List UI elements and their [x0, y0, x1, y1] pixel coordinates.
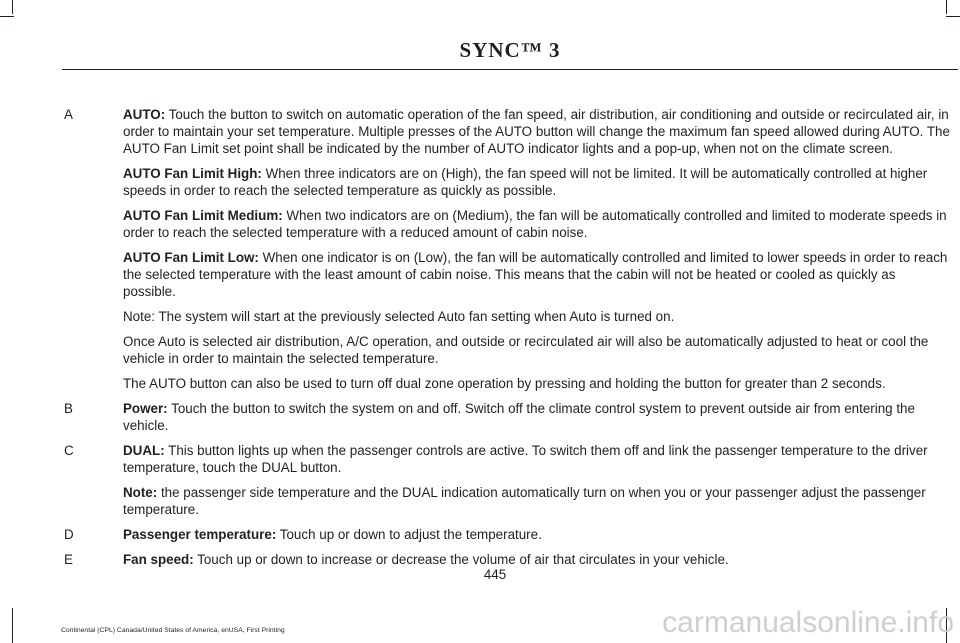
crop-mark: [946, 0, 947, 14]
paragraph-text: When one indicator is on (Low), the fan will be automatically controlled and limited to lower speeds in order to reach the selected temperature with the least amount of cabin noise. This means that the cabin will not be heated or cooled as quickly as possible.: [123, 250, 948, 299]
item-letter: B: [64, 401, 73, 416]
paragraph: [123, 308, 950, 325]
item-letter: A: [64, 107, 73, 122]
list-item-b: [64, 400, 950, 442]
crop-mark: [12, 0, 13, 14]
paragraph-label: Passenger temperature:: [123, 527, 277, 542]
paragraph-text: Note: The system will start at the previously selected Auto fan setting when Auto is turned on.: [123, 309, 675, 324]
paragraph-text: This button lights up when the passenger controls are active. To switch them off and link the passenger temperature to the driver temperature, touch the DUAL button.: [123, 443, 928, 475]
paragraph-text: the passenger side temperature and the DUAL indication automatically turn on when you or your passenger adjust the passenger temperature.: [123, 485, 926, 517]
paragraph-label: AUTO Fan Limit Low:: [123, 250, 259, 265]
item-letter: D: [64, 527, 74, 542]
list-item-d: [64, 526, 950, 551]
item-letter: C: [64, 443, 74, 458]
crop-mark: [946, 16, 960, 17]
paragraph-text: Once Auto is selected air distribution, A/C operation, and outside or recirculated air will also be automatically adjusted to heat or cool the vehicle in order to maintain the selected temperature.: [123, 334, 929, 366]
paragraph-label: DUAL:: [123, 443, 165, 458]
paragraph: [123, 375, 950, 392]
paragraph-label: AUTO Fan Limit High:: [123, 166, 262, 181]
paragraph-label: Note:: [123, 485, 158, 500]
item-letter: E: [64, 552, 73, 567]
item-body: [123, 442, 950, 526]
paragraph-text: Touch the button to switch the system on and off. Switch off the climate control system to prevent outside air from entering the vehicle.: [123, 401, 915, 433]
paragraph-label: Fan speed:: [123, 552, 194, 567]
paragraph: [123, 207, 950, 241]
header-divider: [62, 69, 958, 70]
paragraph: [123, 165, 950, 199]
footer-printing-info: Continental (CPL) Canada/United States of America, enUSA, First Printing: [61, 627, 285, 634]
paragraph: [123, 333, 950, 367]
item-body: [123, 400, 950, 442]
page-number: 445: [483, 567, 507, 582]
paragraph-label: AUTO:: [123, 107, 166, 122]
watermark: carmanualsonline.info: [662, 606, 954, 639]
list-item-a: [64, 106, 950, 400]
crop-mark: [12, 608, 13, 643]
item-body: [123, 106, 950, 400]
paragraph-text: Touch up or down to adjust the temperature.: [276, 527, 542, 542]
paragraph: [123, 106, 950, 157]
paragraph: [123, 400, 950, 434]
paragraph-text: When three indicators are on (High), the fan speed will not be limited. It will be automatically controlled at higher speeds in order to reach the selected temperature as quickly as possible.: [123, 166, 928, 198]
paragraph: [123, 249, 950, 300]
paragraph-label: AUTO Fan Limit Medium:: [123, 208, 283, 223]
crop-mark: [0, 16, 14, 17]
page-title: SYNC™ 3: [459, 38, 561, 62]
paragraph: [123, 442, 950, 476]
paragraph-text: Touch the button to switch on automatic operation of the fan speed, air distribution, air conditioning and outside or recirculated air, in order to maintain your set temperature. Multiple presses of the AUTO button will change the maximum fan speed allowed during AUTO. The AUTO Fan Limit set point shall be indicated by the number of AUTO indicator lights and a pop-up, when not on the climate screen.: [123, 107, 950, 156]
paragraph-text: The AUTO button can also be used to turn off dual zone operation by pressing and holding the button for greater than 2 seconds.: [123, 376, 886, 391]
list-item-c: [64, 442, 950, 526]
item-body: [123, 526, 950, 551]
paragraph-text: When two indicators are on (Medium), the fan will be automatically controlled and limited to moderate speeds in order to reach the selected temperature with a reduced amount of cabin noise.: [123, 208, 947, 240]
paragraph-text: Touch up or down to increase or decrease the volume of air that circulates in your vehicle.: [193, 552, 729, 567]
paragraph: [123, 526, 950, 543]
paragraph: [123, 484, 950, 518]
paragraph: [123, 551, 950, 568]
paragraph-label: Power:: [123, 401, 168, 416]
content-list: [64, 106, 950, 576]
